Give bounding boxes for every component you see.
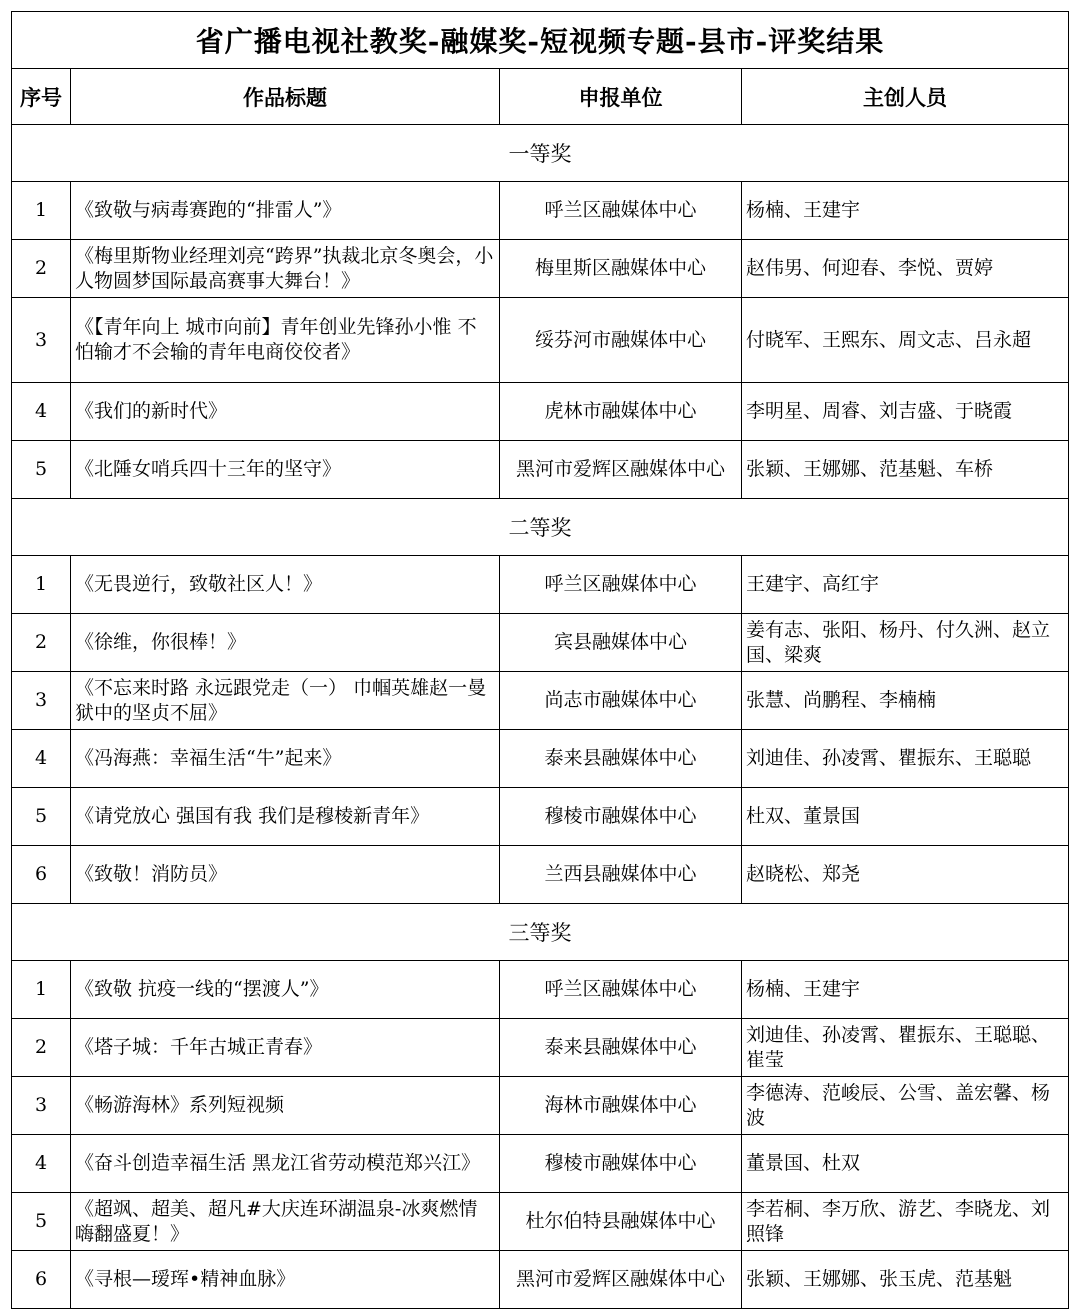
cell-no: 6 (12, 1251, 71, 1309)
cell-creators: 张慧、尚鹏程、李楠楠 (742, 672, 1069, 730)
cell-creators: 李德涛、范峻辰、公雪、盖宏馨、杨波 (742, 1077, 1069, 1135)
cell-no: 4 (12, 1135, 71, 1193)
table-body (12, 12, 1069, 1309)
table-row (12, 1019, 1069, 1077)
cell-unit: 兰西县融媒体中心 (500, 846, 742, 904)
cell-work-title: 《致敬 抗疫一线的“摆渡人”》 (71, 961, 500, 1019)
header-creators: 主创人员 (742, 69, 1069, 125)
cell-creators: 付晓军、王熙东、周文志、吕永超 (742, 298, 1069, 383)
cell-unit: 宾县融媒体中心 (500, 614, 742, 672)
cell-no: 1 (12, 961, 71, 1019)
title-row (12, 12, 1069, 69)
cell-unit: 尚志市融媒体中心 (500, 672, 742, 730)
section-row (12, 499, 1069, 556)
cell-creators: 赵晓松、郑尧 (742, 846, 1069, 904)
cell-no: 3 (12, 298, 71, 383)
cell-no: 2 (12, 614, 71, 672)
section-row (12, 125, 1069, 182)
cell-creators: 姜有志、张阳、杨丹、付久洲、赵立国、梁爽 (742, 614, 1069, 672)
cell-creators: 刘迪佳、孙凌霄、瞿振东、王聪聪、崔莹 (742, 1019, 1069, 1077)
cell-unit: 泰来县融媒体中心 (500, 730, 742, 788)
table-row (12, 1135, 1069, 1193)
table-row (12, 182, 1069, 240)
cell-creators: 杜双、董景国 (742, 788, 1069, 846)
table-row (12, 441, 1069, 499)
cell-unit: 黑河市爱辉区融媒体中心 (500, 1251, 742, 1309)
cell-unit: 穆棱市融媒体中心 (500, 788, 742, 846)
cell-unit: 黑河市爱辉区融媒体中心 (500, 441, 742, 499)
cell-no: 5 (12, 1193, 71, 1251)
cell-work-title: 《超飒、超美、超凡#大庆连环湖温泉-冰爽燃情嗨翻盛夏！》 (71, 1193, 500, 1251)
table-row (12, 730, 1069, 788)
cell-unit: 呼兰区融媒体中心 (500, 556, 742, 614)
cell-unit: 呼兰区融媒体中心 (500, 182, 742, 240)
cell-no: 2 (12, 240, 71, 298)
table-row (12, 1251, 1069, 1309)
cell-work-title: 《不忘来时路 永远跟党走（一） 巾帼英雄赵一曼狱中的坚贞不屈》 (71, 672, 500, 730)
cell-creators: 张颖、王娜娜、张玉虎、范基魁 (742, 1251, 1069, 1309)
table-row (12, 788, 1069, 846)
cell-work-title: 《致敬与病毒赛跑的“排雷人”》 (71, 182, 500, 240)
cell-creators: 赵伟男、何迎春、李悦、贾婷 (742, 240, 1069, 298)
cell-work-title: 《冯海燕：幸福生活“牛”起来》 (71, 730, 500, 788)
cell-unit: 泰来县融媒体中心 (500, 1019, 742, 1077)
table-title: 省广播电视社教奖-融媒奖-短视频专题-县市-评奖结果 (12, 12, 1069, 69)
section-heading: 一等奖 (12, 125, 1069, 182)
header-work-title: 作品标题 (71, 69, 500, 125)
cell-creators: 董景国、杜双 (742, 1135, 1069, 1193)
cell-work-title: 《无畏逆行，致敬社区人！》 (71, 556, 500, 614)
cell-work-title: 《塔子城：千年古城正青春》 (71, 1019, 500, 1077)
section-heading: 三等奖 (12, 904, 1069, 961)
cell-work-title: 《致敬！消防员》 (71, 846, 500, 904)
cell-creators: 李若桐、李万欣、游艺、李晓龙、刘照锋 (742, 1193, 1069, 1251)
cell-no: 2 (12, 1019, 71, 1077)
table-row (12, 556, 1069, 614)
cell-no: 3 (12, 672, 71, 730)
cell-no: 4 (12, 383, 71, 441)
cell-creators: 杨楠、王建宇 (742, 182, 1069, 240)
cell-creators: 王建宇、高红宇 (742, 556, 1069, 614)
cell-work-title: 《【青年向上 城市向前】青年创业先锋孙小惟 不怕输才不会输的青年电商佼佼者》 (71, 298, 500, 383)
table-row (12, 961, 1069, 1019)
cell-unit: 穆棱市融媒体中心 (500, 1135, 742, 1193)
cell-work-title: 《徐维，你很棒！》 (71, 614, 500, 672)
cell-no: 6 (12, 846, 71, 904)
cell-unit: 杜尔伯特县融媒体中心 (500, 1193, 742, 1251)
cell-unit: 虎林市融媒体中心 (500, 383, 742, 441)
cell-creators: 李明星、周睿、刘吉盛、于晓霞 (742, 383, 1069, 441)
cell-work-title: 《畅游海林》系列短视频 (71, 1077, 500, 1135)
cell-unit: 海林市融媒体中心 (500, 1077, 742, 1135)
cell-work-title: 《北陲女哨兵四十三年的坚守》 (71, 441, 500, 499)
cell-unit: 呼兰区融媒体中心 (500, 961, 742, 1019)
cell-no: 5 (12, 441, 71, 499)
header-no: 序号 (12, 69, 71, 125)
cell-no: 1 (12, 556, 71, 614)
cell-work-title: 《我们的新时代》 (71, 383, 500, 441)
cell-no: 4 (12, 730, 71, 788)
cell-no: 3 (12, 1077, 71, 1135)
cell-no: 1 (12, 182, 71, 240)
header-unit: 申报单位 (500, 69, 742, 125)
section-heading: 二等奖 (12, 499, 1069, 556)
cell-work-title: 《寻根—瑷珲•精神血脉》 (71, 1251, 500, 1309)
cell-creators: 杨楠、王建宇 (742, 961, 1069, 1019)
table-row (12, 614, 1069, 672)
cell-creators: 刘迪佳、孙凌霄、瞿振东、王聪聪 (742, 730, 1069, 788)
table-row (12, 1193, 1069, 1251)
cell-work-title: 《奋斗创造幸福生活 黑龙江省劳动模范郑兴江》 (71, 1135, 500, 1193)
cell-unit: 绥芬河市融媒体中心 (500, 298, 742, 383)
cell-work-title: 《请党放心 强国有我 我们是穆棱新青年》 (71, 788, 500, 846)
section-row (12, 904, 1069, 961)
table-row (12, 298, 1069, 383)
cell-creators: 张颖、王娜娜、范基魁、车桥 (742, 441, 1069, 499)
table-row (12, 846, 1069, 904)
table-row (12, 383, 1069, 441)
cell-unit: 梅里斯区融媒体中心 (500, 240, 742, 298)
header-row (12, 69, 1069, 125)
table-row (12, 1077, 1069, 1135)
results-table (11, 11, 1069, 1309)
cell-work-title: 《梅里斯物业经理刘亮“跨界”执裁北京冬奥会，小人物圆梦国际最高赛事大舞台！》 (71, 240, 500, 298)
cell-no: 5 (12, 788, 71, 846)
table-row (12, 240, 1069, 298)
table-row (12, 672, 1069, 730)
